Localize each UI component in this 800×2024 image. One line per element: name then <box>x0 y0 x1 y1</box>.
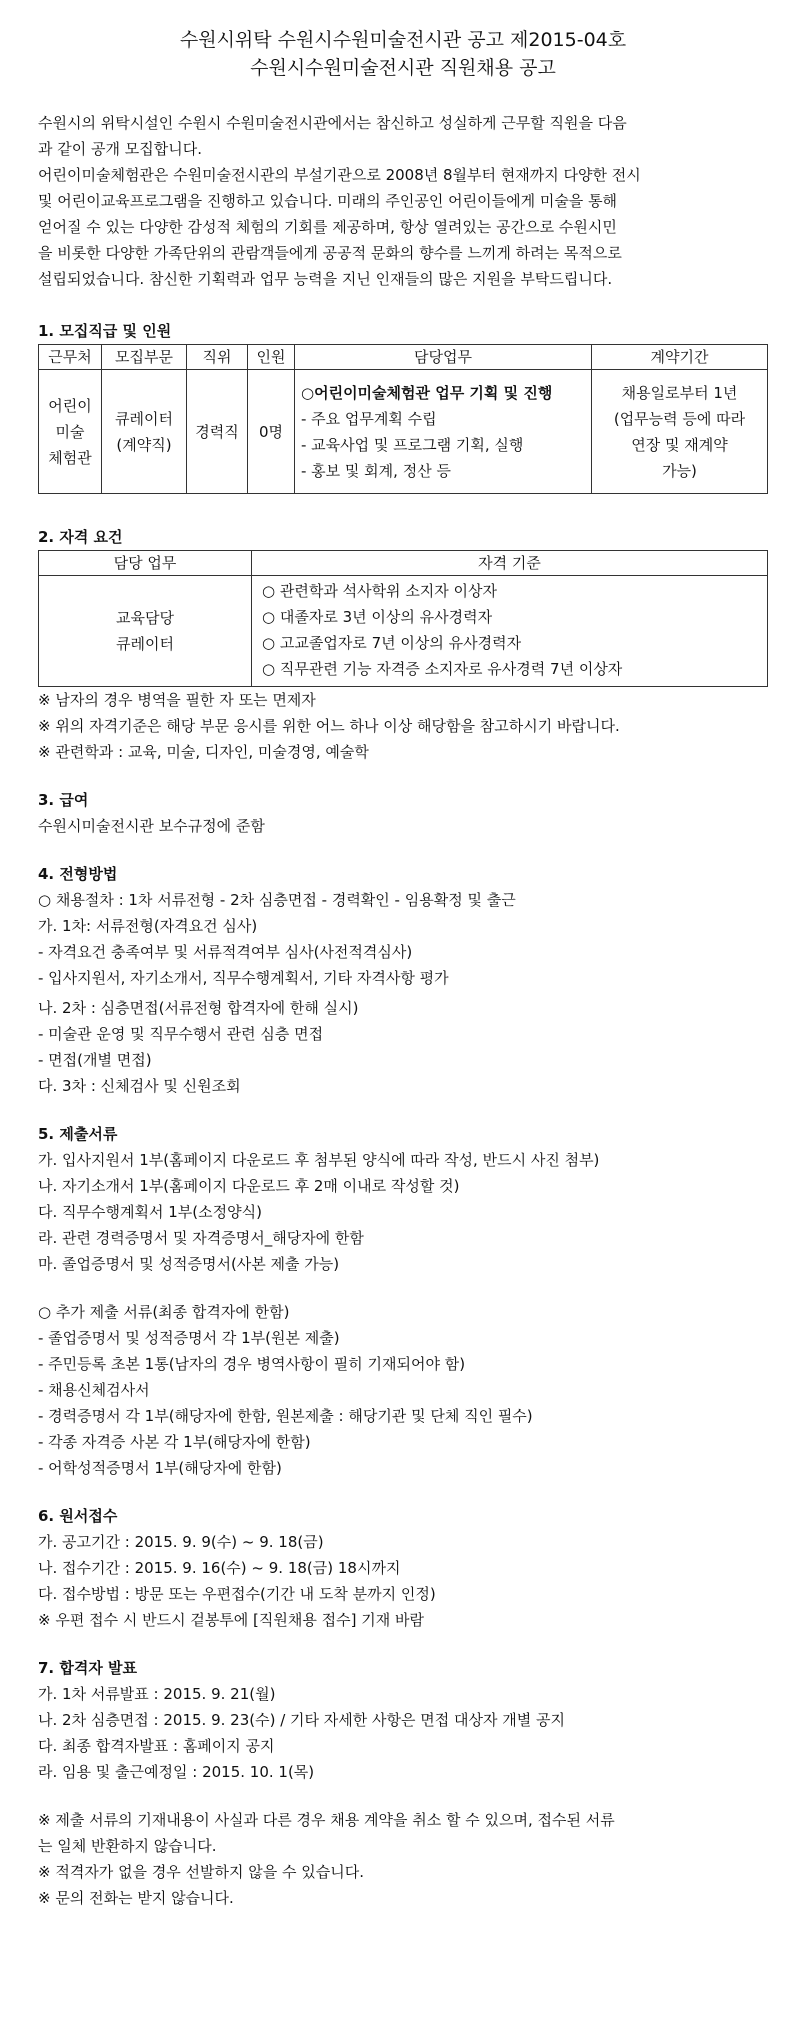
process-line: - 입사지원서, 자기소개서, 직무수행계획서, 기타 자격사항 평가 <box>38 969 449 987</box>
col-header-criteria: 자격 기준 <box>252 551 768 576</box>
duty-item: - 주요 업무계획 수립 <box>301 409 437 428</box>
schedule-item: 가. 공고기간 : 2015. 9. 9(수) ~ 9. 18(금) <box>38 1533 324 1551</box>
required-documents <box>38 1147 768 1481</box>
document-item: 마. 졸업증명서 및 성적증명서(사본 제출 가능) <box>38 1255 340 1273</box>
process-line: - 미술관 운영 및 직무수행서 관련 심층 면접 <box>38 1025 324 1043</box>
announcement-main-title: 수원시수원미술전시관 직원채용 공고 <box>250 57 556 79</box>
intro-line: 과 같이 공개 모집합니다. <box>38 140 202 158</box>
extra-document-item: - 각종 자격증 사본 각 1부(해당자에 한함) <box>38 1433 311 1451</box>
note-line: ※ 관련학과 : 교육, 미술, 디자인, 미술경영, 예술학 <box>38 743 369 761</box>
process-line: 다. 3차 : 신체검사 및 신원조회 <box>38 1077 241 1095</box>
qualification-notes <box>38 687 768 765</box>
duty-item: - 홍보 및 회계, 정산 등 <box>301 461 451 480</box>
closing-line: ※ 문의 전화는 받지 않습니다. <box>38 1889 234 1907</box>
note-line: ※ 남자의 경우 병역을 필한 자 또는 면제자 <box>38 691 316 709</box>
extra-document-item: - 어학성적증명서 1부(해당자에 한함) <box>38 1459 282 1477</box>
col-header-position: 직위 <box>187 345 248 370</box>
criteria-item: ○ 관련학과 석사학위 소지자 이상자 <box>262 582 498 600</box>
note-line: ※ 위의 자격기준은 해당 부문 응시를 위한 어느 하나 이상 해당함을 참고하시기 바랍니다. <box>38 717 620 735</box>
announcement-number-title: 수원시위탁 수원시수원미술전시관 공고 제2015-04호 <box>179 29 627 51</box>
result-item: 가. 1차 서류발표 : 2015. 9. 21(월) <box>38 1685 276 1703</box>
schedule-item: ※ 우편 접수 시 반드시 겉봉투에 [직원채용 접수] 기재 바람 <box>38 1611 424 1629</box>
extra-document-title: ○ 추가 제출 서류(최종 합격자에 한함) <box>38 1303 290 1321</box>
intro-line: 및 어린이교육프로그램을 진행하고 있습니다. 미래의 주인공인 어린이들에게 미술을 통해 <box>38 192 618 210</box>
intro-line: 설립되었습니다. 참신한 기획력과 업무 능력을 지닌 인재들의 많은 지원을 부탁드립니다. <box>38 270 613 288</box>
closing-line: 는 일체 반환하지 않습니다. <box>38 1837 217 1855</box>
schedule-item: 나. 접수기간 : 2015. 9. 16(수) ~ 9. 18(금) 18시까지 <box>38 1559 401 1577</box>
criteria-item: ○ 직무관련 기능 자격증 소지자로 유사경력 7년 이상자 <box>262 660 623 678</box>
cell-count: 0명 <box>248 370 295 494</box>
process-line: 가. 1차: 서류전형(자격요건 심사) <box>38 917 258 935</box>
cell-workplace: 어린이 미술 체험관 <box>39 370 102 494</box>
application-schedule <box>38 1529 768 1633</box>
result-item: 다. 최종 합격자발표 : 홈페이지 공지 <box>38 1737 275 1755</box>
cell-division: 큐레이터 (계약직) <box>102 370 187 494</box>
section-5-heading: 5. 제출서류 <box>38 1125 118 1143</box>
process-line: - 자격요건 충족여부 및 서류적격여부 심사(사전적격심사) <box>38 943 413 961</box>
section-3-heading: 3. 급여 <box>38 791 89 809</box>
extra-document-item: - 주민등록 초본 1통(남자의 경우 병역사항이 필히 기재되어야 함) <box>38 1355 466 1373</box>
section-7-heading: 7. 합격자 발표 <box>38 1659 138 1677</box>
criteria-item: ○ 고교졸업자로 7년 이상의 유사경력자 <box>262 634 522 652</box>
cell-duty <box>295 370 592 494</box>
recruitment-table <box>38 344 768 494</box>
process-line: - 면접(개별 면접) <box>38 1051 152 1069</box>
col-header-duty: 담당업무 <box>295 345 592 370</box>
col-header-contract: 계약기간 <box>592 345 768 370</box>
section-6-heading: 6. 원서접수 <box>38 1507 118 1525</box>
section-4-heading: 4. 전형방법 <box>38 865 118 883</box>
cell-criteria <box>252 576 768 687</box>
result-announcement <box>38 1681 768 1785</box>
document-item: 나. 자기소개서 1부(홈페이지 다운로드 후 2매 이내로 작성할 것) <box>38 1177 460 1195</box>
section-2-heading: 2. 자격 요건 <box>38 528 123 546</box>
intro-line: 을 비롯한 다양한 가족단위의 관람객들에게 공공적 문화의 향수를 느끼게 하려는 목적으로 <box>38 244 622 262</box>
intro-line: 어린이미술체험관은 수원미술전시관의 부설기관으로 2008년 8월부터 현재까지 다양한 전시 <box>38 166 641 184</box>
intro-paragraph <box>38 110 768 292</box>
cell-position: 경력직 <box>187 370 248 494</box>
extra-document-item: - 졸업증명서 및 성적증명서 각 1부(원본 제출) <box>38 1329 340 1347</box>
qualification-table <box>38 550 768 687</box>
col-header-workplace: 근무처 <box>39 345 102 370</box>
col-header-count: 인원 <box>248 345 295 370</box>
salary-text: 수원시미술전시관 보수규정에 준함 <box>38 817 265 835</box>
announcement-document <box>38 0 768 1911</box>
cell-role: 교육담당 큐레이터 <box>39 576 252 687</box>
schedule-item: 다. 접수방법 : 방문 또는 우편접수(기간 내 도착 분까지 인정) <box>38 1585 436 1603</box>
col-header-division: 모집부문 <box>102 345 187 370</box>
closing-notes <box>38 1807 768 1911</box>
result-item: 라. 임용 및 출근예정일 : 2015. 10. 1(목) <box>38 1763 315 1781</box>
duty-item: - 교육사업 및 프로그램 기획, 실행 <box>301 435 524 454</box>
closing-line: ※ 제출 서류의 기재내용이 사실과 다른 경우 채용 계약을 취소 할 수 있으며, 접수된 서류 <box>38 1811 615 1829</box>
intro-line: 얻어질 수 있는 다양한 감성적 체험의 기회를 제공하며, 항상 열려있는 공간으로 수원시민 <box>38 218 617 236</box>
extra-document-item: - 경력증명서 각 1부(해당자에 한함, 원본제출 : 해당기관 및 단체 직인 필수) <box>38 1407 533 1425</box>
extra-document-item: - 채용신체검사서 <box>38 1381 150 1399</box>
intro-line: 수원시의 위탁시설인 수원시 수원미술전시관에서는 참신하고 성실하게 근무할 직원을 다음 <box>38 114 627 132</box>
section-1-heading: 1. 모집직급 및 인원 <box>38 322 172 340</box>
cell-contract: 채용일로부터 1년 (업무능력 등에 따라 연장 및 재계약 가능) <box>592 370 768 494</box>
document-item: 라. 관련 경력증명서 및 자격증명서_해당자에 한함 <box>38 1229 364 1247</box>
result-item: 나. 2차 심층면접 : 2015. 9. 23(수) / 기타 자세한 사항은 면접 대상자 개별 공지 <box>38 1711 565 1729</box>
criteria-item: ○ 대졸자로 3년 이상의 유사경력자 <box>262 608 493 626</box>
document-item: 다. 직무수행계획서 1부(소정양식) <box>38 1203 262 1221</box>
process-line: ○ 채용절차 : 1차 서류전형 - 2차 심층면접 - 경력확인 - 임용확정 및 출근 <box>38 891 516 909</box>
selection-process <box>38 887 768 1099</box>
process-line: 나. 2차 : 심층면접(서류전형 합격자에 한해 실시) <box>38 999 359 1017</box>
closing-line: ※ 적격자가 없을 경우 선발하지 않을 수 있습니다. <box>38 1863 365 1881</box>
duty-title: ○어린이미술체험관 업무 기획 및 진행 <box>301 383 553 402</box>
document-item: 가. 입사지원서 1부(홈페이지 다운로드 후 첨부된 양식에 따라 작성, 반드시 사진 첨부) <box>38 1151 600 1169</box>
col-header-role: 담당 업무 <box>39 551 252 576</box>
